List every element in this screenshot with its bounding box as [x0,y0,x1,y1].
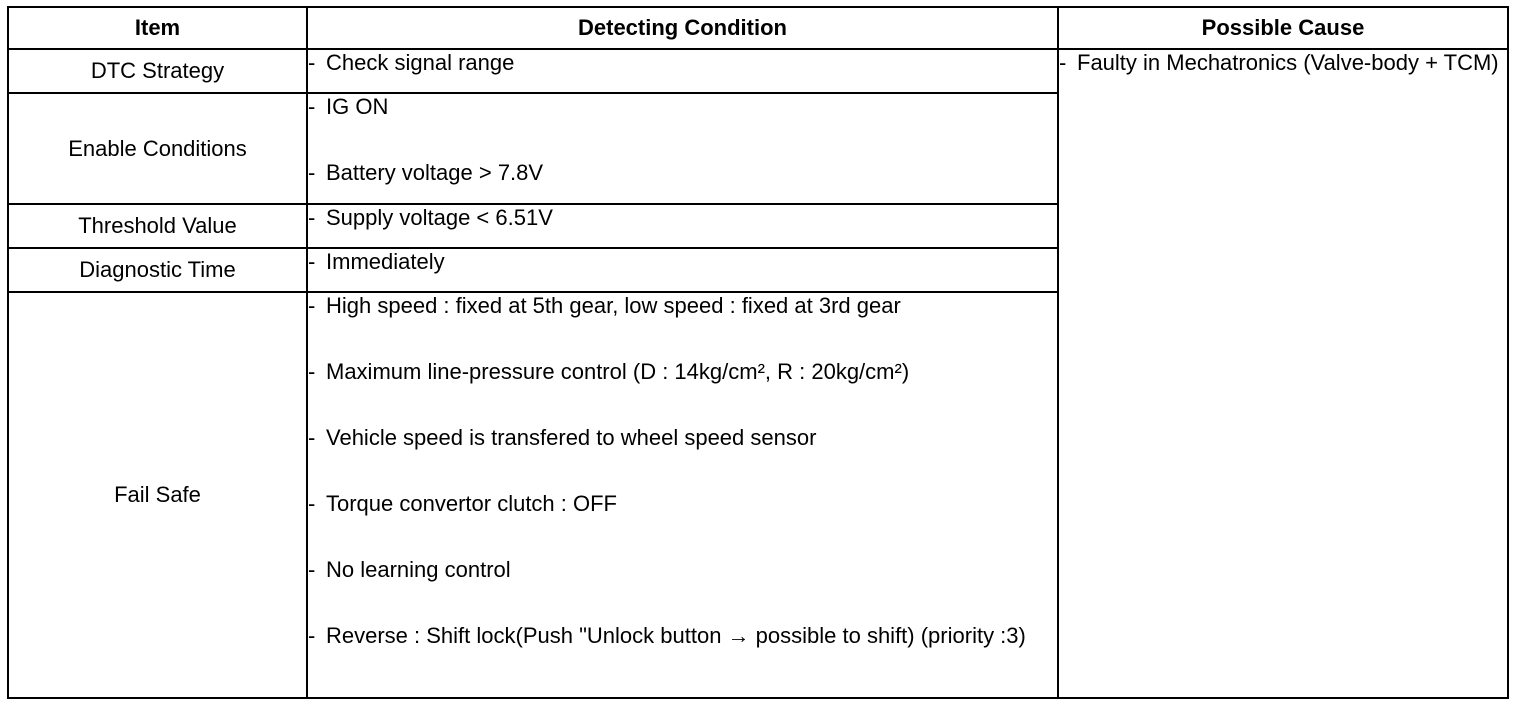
header-row [8,7,1508,49]
condition-text: Immediately [326,249,445,274]
bullet-dash: - [308,94,316,119]
condition-line [308,50,1057,76]
condition-enable-conditions [307,93,1058,204]
possible-cause-text: Faulty in Mechatronics (Valve-body + TCM) [1077,50,1499,75]
item-diagnostic-time: Diagnostic Time [8,248,307,292]
header-detecting-condition: Detecting Condition [307,7,1058,49]
bullet-dash: - [308,359,316,384]
bullet-dash: - [308,205,316,230]
condition-line [308,249,1057,275]
bullet-dash: - [308,50,316,75]
condition-line [308,491,1057,517]
condition-text: Check signal range [326,50,515,75]
condition-line [308,557,1057,583]
condition-text: High speed : fixed at 5th gear, low speed : fixed at 3rd gear [326,293,901,318]
bullet-dash: - [1059,50,1067,75]
condition-line [308,160,1057,186]
condition-text: Torque convertor clutch : OFF [326,491,617,516]
item-fail-safe: Fail Safe [8,292,307,698]
header-item: Item [8,7,307,49]
bullet-dash: - [308,249,316,274]
condition-text: Reverse : Shift lock(Push "Unlock button → possible to shift) (priority :3) [326,623,1026,648]
dtc-table [7,6,1509,699]
condition-dtc-strategy [307,49,1058,93]
condition-text: Supply voltage < 6.51V [326,205,553,230]
bullet-dash: - [308,160,316,185]
possible-cause-cell [1058,49,1508,698]
condition-text: Battery voltage > 7.8V [326,160,544,185]
condition-diagnostic-time [307,248,1058,292]
condition-text: IG ON [326,94,389,119]
bullet-dash: - [308,293,316,318]
condition-line [308,425,1057,451]
cause-line [1059,50,1507,76]
header-possible-cause: Possible Cause [1058,7,1508,49]
item-dtc-strategy: DTC Strategy [8,49,307,93]
item-enable-conditions: Enable Conditions [8,93,307,204]
condition-threshold-value [307,204,1058,248]
condition-line [308,94,1057,120]
table-row-dtc-strategy [8,49,1508,93]
bullet-dash: - [308,557,316,582]
bullet-dash: - [308,425,316,450]
bullet-dash: - [308,491,316,516]
item-threshold-value: Threshold Value [8,204,307,248]
condition-line [308,293,1057,319]
condition-fail-safe [307,292,1058,698]
bullet-dash: - [308,623,316,648]
condition-text: Maximum line-pressure control (D : 14kg/cm², R : 20kg/cm²) [326,359,910,384]
condition-text: Vehicle speed is transfered to wheel speed sensor [326,425,817,450]
condition-text: No learning control [326,557,511,582]
condition-line [308,359,1057,385]
condition-line [308,623,1057,649]
condition-line [308,205,1057,231]
dtc-table-container [7,6,1509,699]
